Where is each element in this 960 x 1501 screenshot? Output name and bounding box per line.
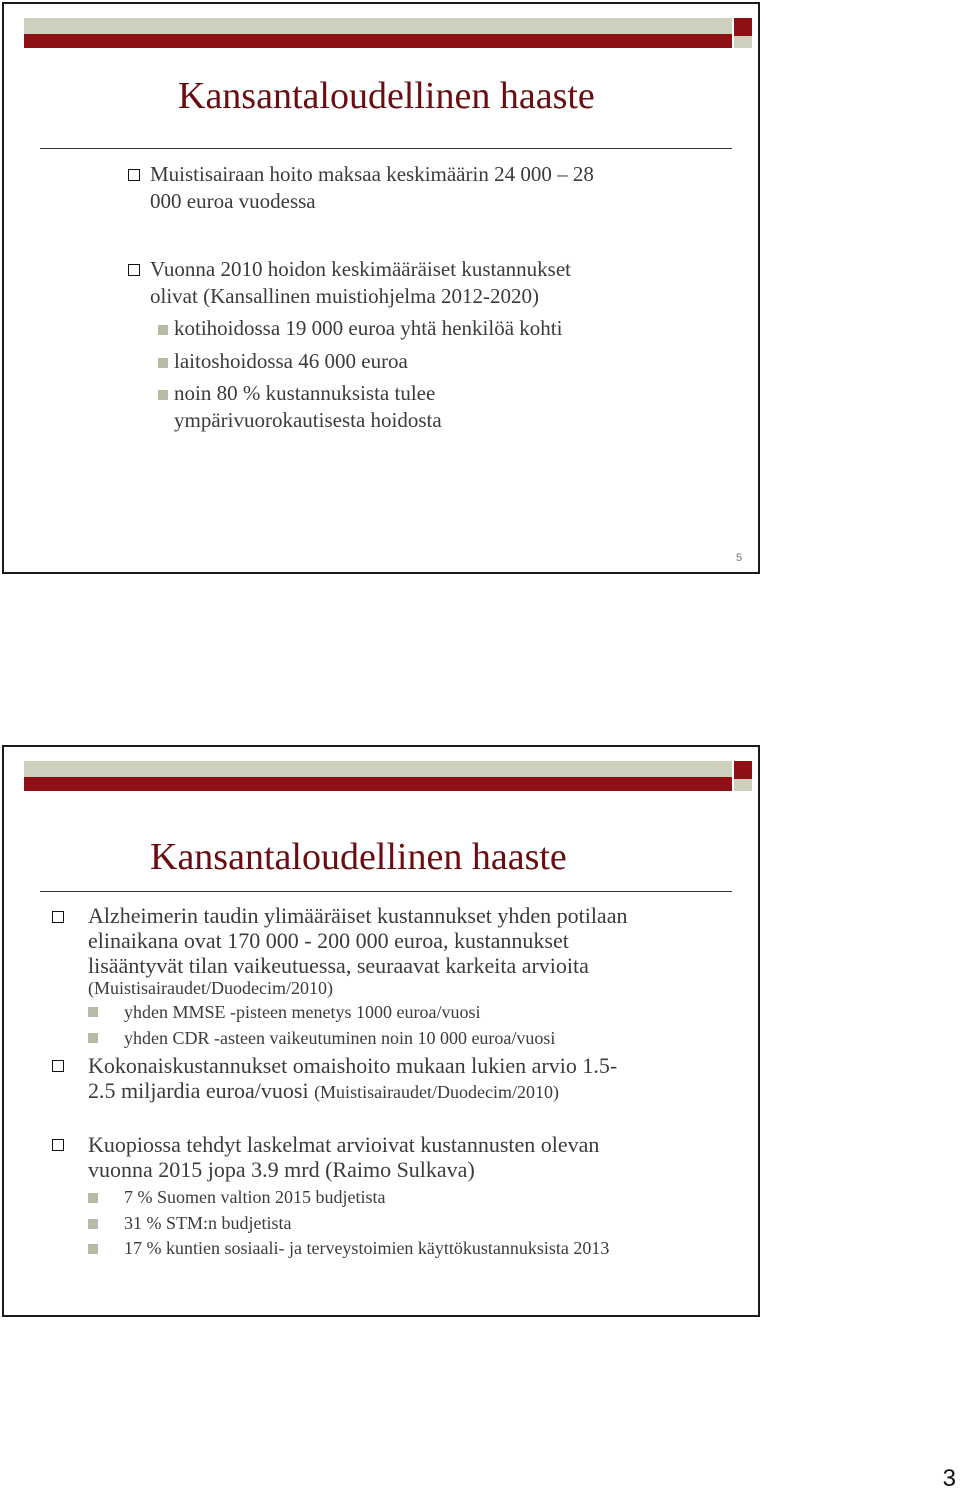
title-rule	[40, 891, 732, 892]
bullet-text: Alzheimerin taudin ylimääräiset kustannukset yhden potilaan	[88, 903, 628, 928]
bullet-text: Kuopiossa tehdyt laskelmat arvioivat kustannusten olevan	[88, 1132, 600, 1157]
sub-bullet-text: noin 80 % kustannuksista tulee	[174, 381, 436, 405]
header-square-dark	[734, 761, 752, 779]
hollow-square-bullet-icon	[128, 264, 140, 276]
sub-bullet-text: ympärivuorokautisesta hoidosta	[174, 408, 442, 432]
hollow-square-bullet-icon	[52, 911, 64, 923]
bullet-text-citation: (Muistisairaudet/Duodecim/2010)	[314, 1082, 560, 1102]
bullet-text: Vuonna 2010 hoidon keskimääräiset kustannukset	[150, 257, 571, 281]
bullet-text: lisääntyvät tilan vaikeutuessa, seuraavat karkeita arvioita	[88, 953, 589, 978]
filled-square-bullet-icon	[158, 358, 168, 368]
slide-number: 5	[736, 552, 743, 564]
filled-square-bullet-icon	[158, 325, 168, 335]
bullet-text: Kokonaiskustannukset omaishoito mukaan lukien arvio 1.5-	[88, 1053, 618, 1078]
header-square-light	[734, 36, 752, 48]
bullet-text: 000 euroa vuodessa	[150, 189, 316, 213]
slide-title: Kansantaloudellinen haaste	[178, 75, 595, 117]
hollow-square-bullet-icon	[52, 1139, 64, 1151]
slide-6	[2, 745, 760, 1317]
bullet-text	[88, 1078, 559, 1104]
sub-bullet-text: 17 % kuntien sosiaali- ja terveystoimien käyttökustannuksista 2013	[124, 1238, 610, 1258]
hollow-square-bullet-icon	[52, 1060, 64, 1072]
filled-square-bullet-icon	[88, 1244, 98, 1254]
page-number: 3	[942, 1465, 956, 1492]
header-band-light	[24, 761, 732, 777]
header-band-dark	[24, 777, 732, 791]
header-bar	[24, 761, 746, 791]
header-band-light	[24, 18, 732, 34]
bullet-text: elinaikana ovat 170 000 - 200 000 euroa, kustannukset	[88, 928, 569, 953]
header-bar	[24, 18, 746, 48]
sub-bullet-text: laitoshoidossa 46 000 euroa	[174, 349, 408, 373]
sub-bullet-text: yhden MMSE -pisteen menetys 1000 euroa/vuosi	[124, 1002, 481, 1022]
sub-bullet-text: 31 % STM:n budjetista	[124, 1213, 292, 1233]
header-square-light	[734, 779, 752, 791]
bullet-text: Muistisairaan hoito maksaa keskimäärin 24 000 – 28	[150, 162, 594, 186]
filled-square-bullet-icon	[88, 1193, 98, 1203]
filled-square-bullet-icon	[88, 1219, 98, 1229]
slide-5	[2, 2, 760, 574]
bullet-text: olivat (Kansallinen muistiohjelma 2012-2020)	[150, 284, 540, 308]
filled-square-bullet-icon	[158, 390, 168, 400]
sub-bullet-text: yhden CDR -asteen vaikeutuminen noin 10 000 euroa/vuosi	[124, 1028, 556, 1048]
title-rule	[40, 148, 732, 149]
bullet-text: (Muistisairaudet/Duodecim/2010)	[88, 978, 333, 998]
filled-square-bullet-icon	[88, 1007, 98, 1017]
hollow-square-bullet-icon	[128, 169, 140, 181]
bullet-text-main: 2.5 miljardia euroa/vuosi	[88, 1078, 309, 1103]
slide-title: Kansantaloudellinen haaste	[150, 836, 567, 878]
sub-bullet-text: kotihoidossa 19 000 euroa yhtä henkilöä kohti	[174, 316, 563, 340]
filled-square-bullet-icon	[88, 1033, 98, 1043]
header-square-dark	[734, 18, 752, 36]
sub-bullet-text: 7 % Suomen valtion 2015 budjetista	[124, 1187, 386, 1207]
bullet-text: vuonna 2015 jopa 3.9 mrd (Raimo Sulkava)	[88, 1157, 475, 1182]
header-band-dark	[24, 34, 732, 48]
